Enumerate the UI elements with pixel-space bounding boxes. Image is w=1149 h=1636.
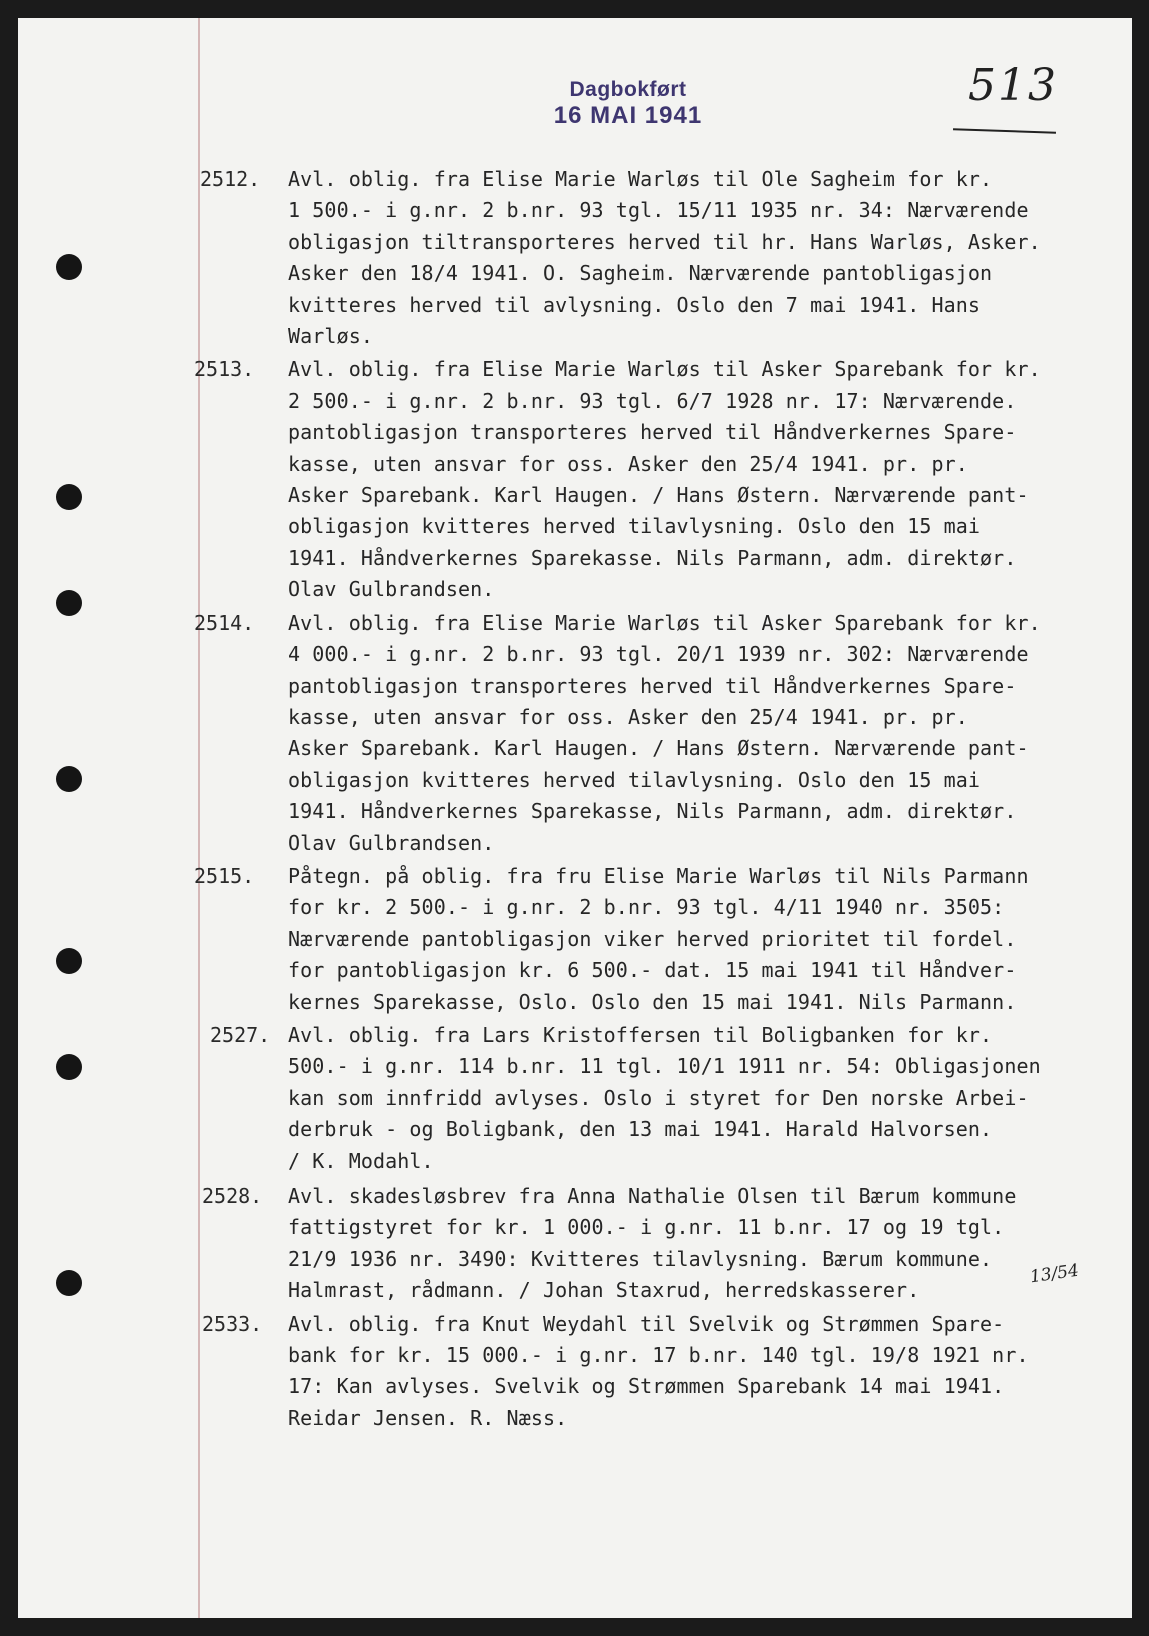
entry-text-line: Nærværende pantobligasjon viker herved prioritet til fordel. — [288, 926, 1017, 951]
entry-text-line: kernes Sparekasse, Oslo. Oslo den 15 mai 1941. Nils Parmann. — [288, 989, 1017, 1014]
stamp-title: Dagbokført — [569, 78, 687, 101]
entry-text-line: Avl. skadesløsbrev fra Anna Nathalie Olsen til Bærum kommune — [288, 1184, 1017, 1208]
entry-text-line: kasse, uten ansvar for oss. Asker den 25/4 1941. pr. pr. — [288, 451, 968, 476]
entry-number: 2513. — [194, 357, 255, 382]
entry-text-line: obligasjon kvitteres herved tilavlysning. Oslo den 15 mai — [288, 767, 981, 792]
registration-stamp — [518, 78, 738, 130]
entry-text-line: Påtegn. på oblig. fra fru Elise Marie Warløs til Nils Parmann — [288, 863, 1029, 888]
entry-text-line: Avl. oblig. fra Elise Marie Warløs til Asker Sparebank for kr. — [288, 357, 1041, 382]
entry-text-line: fattigstyret for kr. 1 000.- i g.nr. 11 b.nr. 17 og 19 tgl. — [288, 1215, 1005, 1240]
ledger-entry — [18, 354, 1132, 605]
entry-text-line: 1941. Håndverkernes Sparekasse. Nils Parmann, adm. direktør. — [288, 545, 1017, 570]
entry-number: 2528. — [202, 1184, 263, 1208]
margin-note: 13/54 — [1028, 1260, 1081, 1288]
ledger-page — [18, 18, 1132, 1618]
entry-text-line: for pantobligasjon kr. 6 500.- dat. 15 mai 1941 til Håndver- — [288, 958, 1017, 983]
entry-text-line: pantobligasjon transporteres herved til Håndverkernes Spare- — [288, 673, 1017, 698]
ledger-entry — [18, 861, 1132, 1018]
entry-text-line: bank for kr. 15 000.- i g.nr. 17 b.nr. 140 tgl. 19/8 1921 nr. — [288, 1343, 1029, 1368]
entry-number: 2512. — [200, 167, 261, 191]
entry-text-line: Olav Gulbrandsen. — [288, 830, 495, 855]
entry-text-line: kasse, uten ansvar for oss. Asker den 25/4 1941. pr. pr. — [288, 704, 968, 729]
entry-text-line: Warløs. — [288, 324, 373, 349]
entry-text-line: Avl. oblig. fra Lars Kristoffersen til Boligbanken for kr. — [288, 1022, 993, 1047]
entry-number: 2533. — [202, 1311, 263, 1336]
entry-text-line: 1941. Håndverkernes Sparekasse, Nils Parmann, adm. direktør. — [288, 799, 1017, 824]
ledger-entry — [18, 608, 1132, 859]
ledger-entry — [18, 1020, 1132, 1177]
entry-text-line: 1 500.- i g.nr. 2 b.nr. 93 tgl. 15/11 1935 nr. 34: Nærværende — [288, 198, 1029, 223]
entry-text-line: for kr. 2 500.- i g.nr. 2 b.nr. 93 tgl. 4/11 1940 nr. 3505: — [288, 895, 1005, 920]
entry-number: 2514. — [194, 610, 255, 635]
entry-text-line: Halmrast, rådmann. / Johan Staxrud, herredskasserer. — [288, 1278, 920, 1303]
entry-text-line: Asker Sparebank. Karl Haugen. / Hans Østern. Nærværende pant- — [288, 736, 1029, 761]
entry-number: 2527. — [210, 1022, 271, 1047]
entry-text-line: Avl. oblig. fra Knut Weydahl til Svelvik og Strømmen Spare- — [288, 1311, 1005, 1336]
ledger-entry — [18, 1181, 1132, 1307]
entry-text-line: Reidar Jensen. R. Næss. — [288, 1405, 568, 1430]
ledger-entry — [18, 1309, 1132, 1435]
entry-text-line: 21/9 1936 nr. 3490: Kvitteres tilavlysning. Bærum kommune. — [288, 1246, 993, 1271]
entries-list — [18, 164, 1132, 1434]
entry-text-line: Avl. oblig. fra Elise Marie Warløs til Ole Sagheim for kr. — [288, 167, 993, 191]
ledger-entry — [18, 164, 1132, 352]
entry-text-line: kvitteres herved til avlysning. Oslo den 7 mai 1941. Hans — [288, 292, 981, 317]
entry-text-line: 17: Kan avlyses. Svelvik og Strømmen Sparebank 14 mai 1941. — [288, 1374, 1005, 1399]
page-number: 513 — [968, 60, 1058, 111]
entry-text-line: 4 000.- i g.nr. 2 b.nr. 93 tgl. 20/1 1939 nr. 302: Nærværende — [288, 642, 1029, 667]
entry-text-line: Avl. oblig. fra Elise Marie Warløs til Asker Sparebank for kr. — [288, 610, 1041, 635]
entry-number: 2515. — [194, 863, 255, 888]
entry-text-line: 500.- i g.nr. 114 b.nr. 11 tgl. 10/1 1911 nr. 54: Obligasjonen — [288, 1054, 1041, 1079]
entry-text-line: / K. Modahl. — [288, 1148, 434, 1173]
entry-text-line: obligasjon tiltransporteres herved til hr. Hans Warløs, Asker. — [288, 229, 1041, 254]
entry-text-line: 2 500.- i g.nr. 2 b.nr. 93 tgl. 6/7 1928 nr. 17: Nærværende. — [288, 388, 1017, 413]
stamp-date: 16 MAI 1941 — [553, 102, 703, 129]
entry-text-line: Asker den 18/4 1941. O. Sagheim. Nærværende pantobligasjon — [288, 261, 993, 286]
entry-text-line: kan som innfridd avlyses. Oslo i styret for Den norske Arbei- — [288, 1085, 1029, 1110]
entry-text-line: Olav Gulbrandsen. — [288, 577, 495, 602]
entry-text-line: Asker Sparebank. Karl Haugen. / Hans Østern. Nærværende pant- — [288, 483, 1029, 508]
entry-text-line: obligasjon kvitteres herved tilavlysning. Oslo den 15 mai — [288, 514, 981, 539]
page-number-underline — [953, 128, 1056, 134]
entry-text-line: pantobligasjon transporteres herved til Håndverkernes Spare- — [288, 420, 1017, 445]
entry-text-line: derbruk - og Boligbank, den 13 mai 1941. Harald Halvorsen. — [288, 1117, 993, 1142]
